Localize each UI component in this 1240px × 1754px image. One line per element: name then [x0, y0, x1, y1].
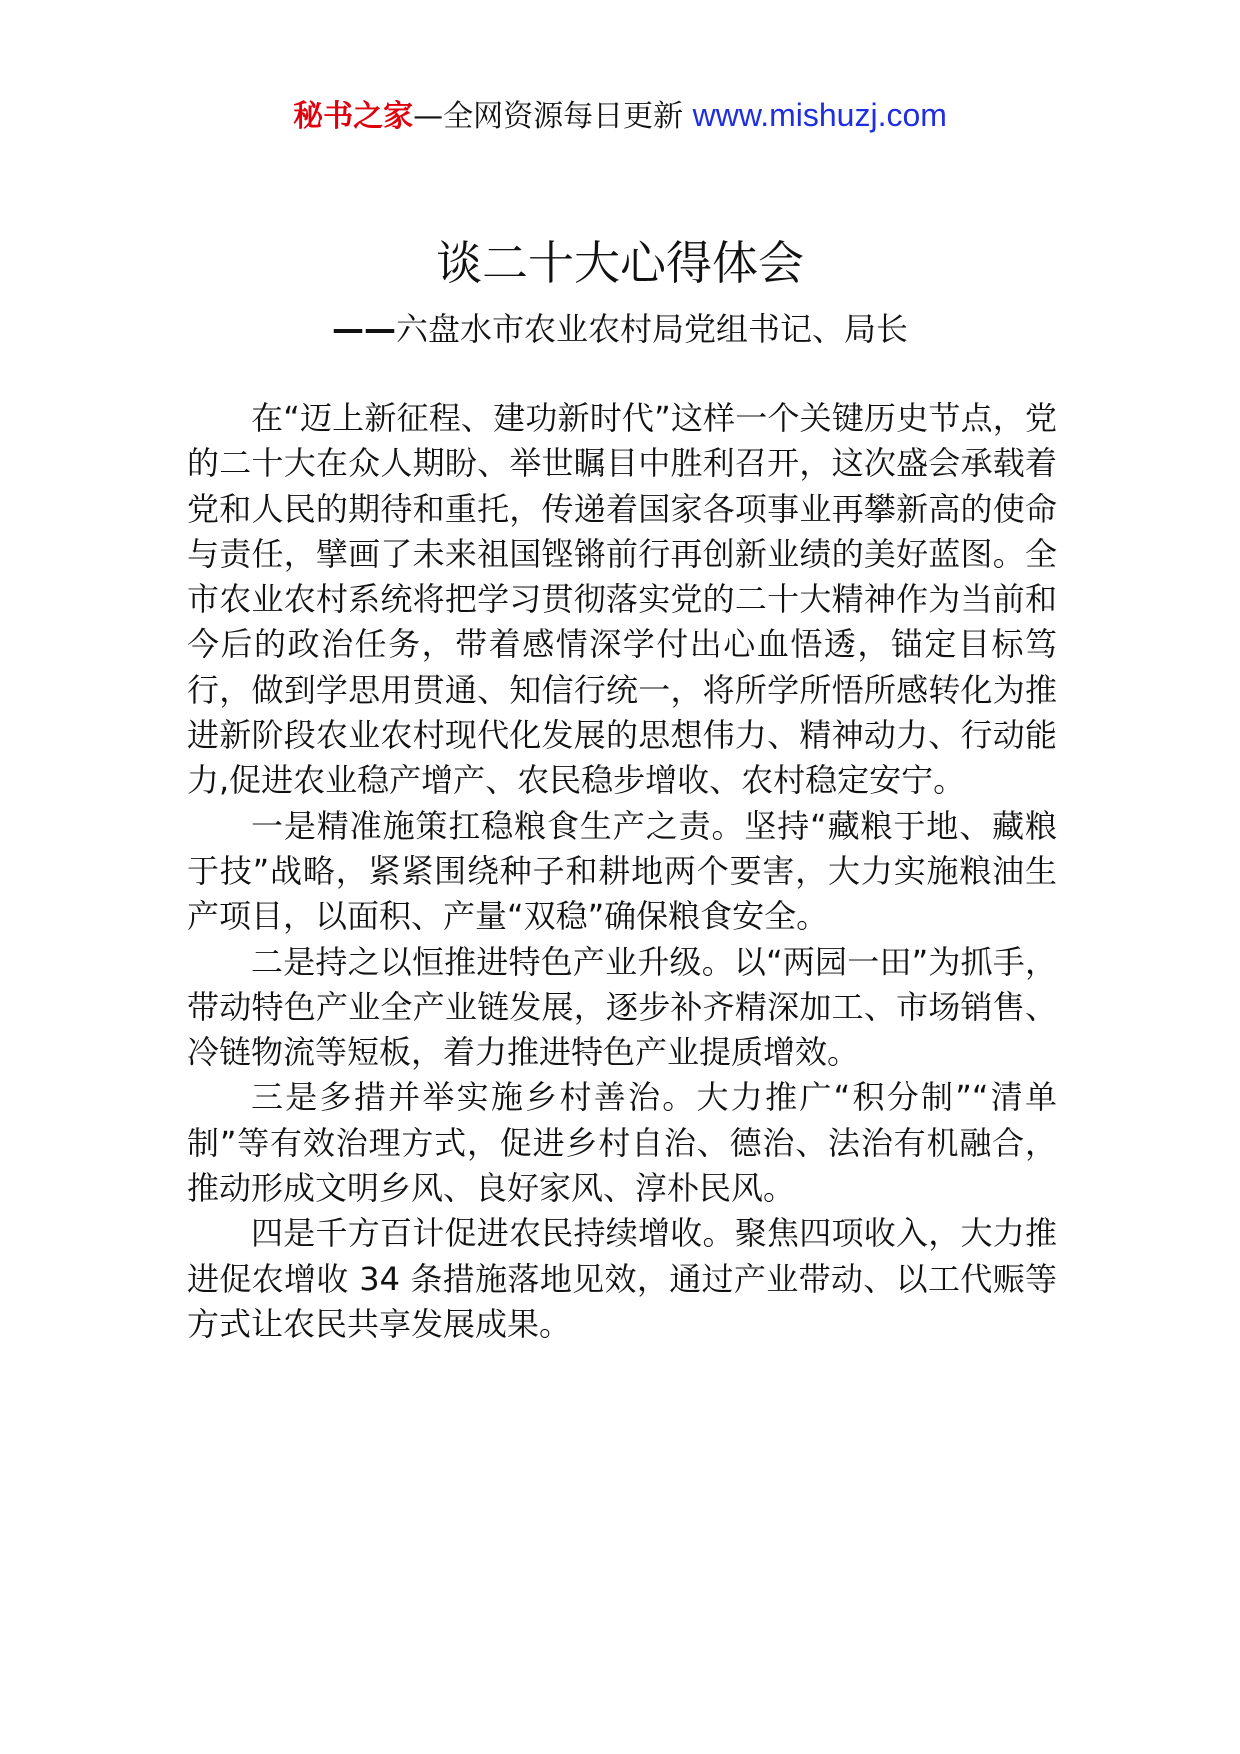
- site-header: [0, 95, 1240, 137]
- document-subtitle: [0, 306, 1240, 352]
- document-body: [187, 396, 1057, 1347]
- subtitle-dash: ——: [331, 310, 396, 348]
- paragraph-point-3: 三是多措并举实施乡村善治。大力推广“积分制”“清单制”等有效治理方式，促进乡村自治、德治、法治有机融合，推动形成文明乡风、良好家风、淳朴民风。: [187, 1078, 1057, 1208]
- paragraph-point-2: 二是持之以恒推进特色产业升级。以“两园一田”为抓手，带动特色产业全产业链发展，逐步补齐精深加工、市场销售、冷链物流等短板，着力推进特色产业提质增效。: [187, 942, 1057, 1072]
- paragraph-point-1: 一是精准施策扛稳粮食生产之责。坚持“藏粮于地、藏粮于技”战略，紧紧围绕种子和耕地两个要害，大力实施粮油生产项目，以面积、产量“双稳”确保粮食安全。: [187, 806, 1057, 936]
- site-url-link[interactable]: www.mishuzj.com: [692, 97, 947, 133]
- subtitle-text: 六盘水市农业农村局党组书记、局长: [395, 310, 908, 348]
- header-tagline: —全网资源每日更新: [413, 99, 684, 134]
- paragraph-point-4: 四是千方百计促进农民持续增收。聚焦四项收入，大力推进促农增收 34 条措施落地见效，通过产业带动、以工代赈等方式让农民共享发展成果。: [187, 1214, 1057, 1343]
- document-title: 谈二十大心得体会: [436, 236, 804, 290]
- paragraph-intro: 在“迈上新征程、建功新时代”这样一个关键历史节点，党的二十大在众人期盼、举世瞩目中胜利召开，这次盛会承载着党和人民的期待和重托，传递着国家各项事业再攀新高的使命与责任，擘画了未来祖国铿锵前行再创新业绩的美好蓝图。全市农业农村系统将把学习贯彻落实党的二十大精神作为当前和今后的政治任务，带着感情深学付出心血悟透，锚定目标笃行，做到学思用贯通、知信行统一，将所学所悟所感转化为推进新阶段农业农村现代化发展的思想伟力、精神动力、行动能力,促进农业稳产增产、农民稳步增收、农村稳定安宁。: [187, 399, 1057, 800]
- brand-name: 秘书之家: [293, 99, 414, 134]
